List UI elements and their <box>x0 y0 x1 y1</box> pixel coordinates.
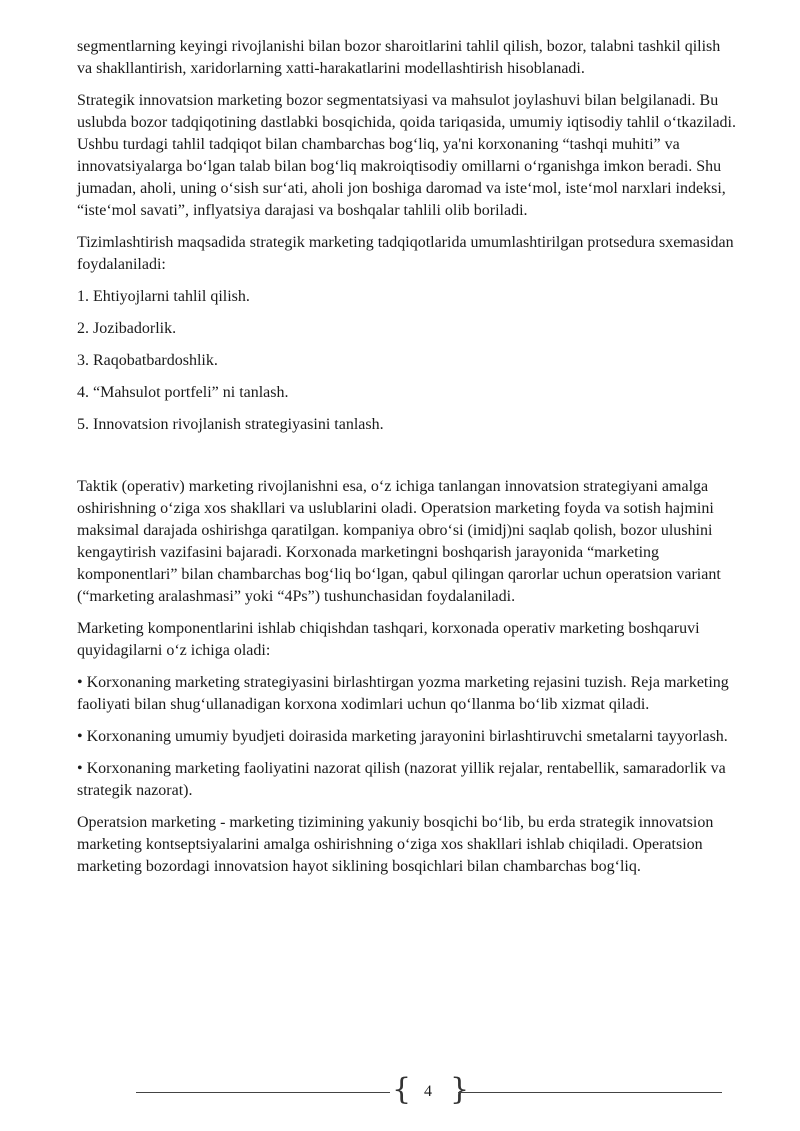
bullet-item: • Korxonaning marketing faoliyatini nazorat qilish (nazorat yillik rejalar, rentabellik, samaradorlik va strategik nazorat). <box>77 760 726 799</box>
page-footer <box>136 1072 722 1108</box>
paragraph: Taktik (operativ) marketing rivojlanishni esa, o‘z ichiga tanlangan innovatsion strategiyani amalga oshirishning o‘ziga xos shakllari va uslublarini oladi. Operatsion marketing foyda va sotish hajmini maksimal darajada oshirishga qaratilgan. kompaniya obro‘si (imidj)ni saqlab qolish, bozor ulushini kengaytirish vazifasini bajaradi. Korxonada marketingni boshqarish jarayonida “marketing komponentlari” bilan chambarchas bog‘liq bo‘lgan, qabul qilingan qarorlar uchun operatsion variant (“marketing aralashmasi” yoki “4Ps”) tushunchasidan foydalaniladi. <box>77 478 721 605</box>
list-item: 5. Innovatsion rivojlanish strategiyasini tanlash. <box>77 416 384 433</box>
paragraph: segmentlarning keyingi rivojlanishi bilan bozor sharoitlarini tahlil qilish, bozor, talabni tashkil qilish va shakllantirish, xaridorlarning xatti-harakatlarini modellashtirish hisoblanadi. <box>77 38 721 77</box>
page-number: 4 <box>424 1083 432 1100</box>
footer-rule-left <box>136 1092 390 1093</box>
document-body <box>77 36 737 888</box>
list-item: 2. Jozibadorlik. <box>77 320 177 337</box>
list-item: 3. Raqobatbardoshlik. <box>77 352 218 369</box>
footer-brace-right: } <box>450 1072 470 1107</box>
blank-line <box>77 446 737 476</box>
footer-rule-right <box>458 1092 722 1093</box>
bullet-item: • Korxonaning marketing strategiyasini birlashtirgan yozma marketing rejasini tuzish. Reja marketing faoliyati bilan shug‘ullanadigan korxona xodimlari uchun qo‘llanma bo‘lib xizmat qiladi. <box>77 674 729 713</box>
list-item: 4. “Mahsulot portfeli” ni tanlash. <box>77 384 289 401</box>
footer-brace-left: { <box>392 1072 412 1107</box>
paragraph: Tizimlashtirish maqsadida strategik marketing tadqiqotlarida umumlashtirilgan protsedura sxemasidan foydalaniladi: <box>77 234 734 273</box>
paragraph: Operatsion marketing - marketing tizimining yakuniy bosqichi bo‘lib, bu erda strategik innovatsion marketing kontseptsiyalarini amalga oshirishning o‘ziga xos shakllari ishlab chiqiladi. Operatsion marketing bozordagi innovatsion hayot siklining bosqichlari bilan chambarchas bog‘liq. <box>77 814 714 875</box>
paragraph: Marketing komponentlarini ishlab chiqishdan tashqari, korxonada operativ marketing boshqaruvi quyidagilarni o‘z ichiga oladi: <box>77 620 700 659</box>
list-item: 1. Ehtiyojlarni tahlil qilish. <box>77 288 250 305</box>
paragraph: Strategik innovatsion marketing bozor segmentatsiyasi va mahsulot joylashuvi bilan belgilanadi. Bu uslubda bozor tadqiqotining dastlabki bosqichida, qoida tariqasida, umumiy iqtisodiy tahlil o‘tkaziladi. Ushbu turdagi tahlil tadqiqot bilan chambarchas bog‘liq, ya'ni korxonaning “tashqi muhiti” va innovatsiyalarga bo‘lgan talab bilan bog‘liq makroiqtisodiy omillarni o‘rganishga imkon beradi. Shu jumadan, aholi, uning o‘sish sur‘ati, aholi jon boshiga daromad va iste‘mol, iste‘mol narxlari indeksi, “iste‘mol savati”, inflyatsiya darajasi va boshqalar tahlili olib boriladi. <box>77 92 736 219</box>
bullet-item: • Korxonaning umumiy byudjeti doirasida marketing jarayonini birlashtiruvchi smetalarni tayyorlash. <box>77 728 728 745</box>
